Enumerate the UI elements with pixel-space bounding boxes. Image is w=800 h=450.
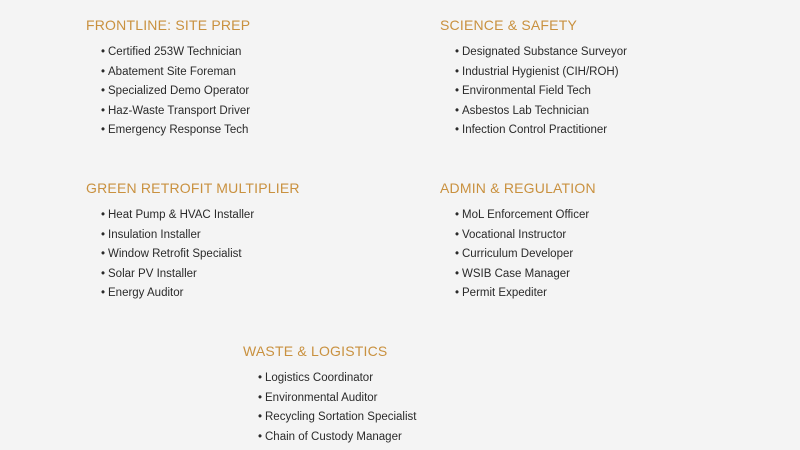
item-label: MoL Enforcement Officer	[462, 209, 590, 221]
section-title: FRONTLINE: SITE PREP	[86, 17, 251, 33]
item-label: Window Retrofit Specialist	[108, 248, 242, 261]
bullet-icon: •	[455, 46, 460, 58]
item-label: Curriculum Developer	[462, 248, 574, 261]
bullet-icon: •	[455, 104, 460, 117]
bullet-icon: •	[101, 209, 106, 221]
bullet-icon: •	[455, 228, 460, 241]
item-list	[440, 43, 780, 141]
item-label: Emergency Response Tech	[108, 124, 249, 137]
item-label: Abatement Site Foreman	[108, 65, 236, 78]
list-item	[455, 102, 780, 122]
item-label: Chain of Custody Manager	[265, 430, 402, 443]
bullet-icon: •	[101, 104, 106, 117]
list-item	[455, 82, 780, 102]
bullet-icon: •	[101, 46, 106, 58]
item-label: Designated Substance Surveyor	[462, 46, 627, 58]
list-item	[258, 408, 583, 428]
item-label: Infection Control Practitioner	[462, 124, 608, 137]
item-label: Environmental Field Tech	[462, 85, 591, 98]
item-label: Logistics Coordinator	[265, 372, 374, 384]
section-title: GREEN RETROFIT MULTIPLIER	[86, 180, 300, 196]
section-admin-regulation	[440, 179, 780, 304]
list-item	[258, 389, 583, 409]
bullet-icon: •	[101, 85, 106, 98]
list-item	[455, 284, 780, 304]
list-item	[455, 43, 780, 63]
item-label: Certified 253W Technician	[108, 46, 242, 58]
list-item	[101, 206, 426, 226]
item-label: Solar PV Installer	[108, 267, 197, 280]
list-item	[455, 206, 780, 226]
list-item	[455, 265, 780, 285]
bullet-icon: •	[455, 65, 460, 78]
item-label: Insulation Installer	[108, 228, 201, 241]
item-list	[243, 369, 583, 447]
section-title: SCIENCE & SAFETY	[440, 17, 578, 33]
item-list	[86, 43, 426, 141]
bullet-icon: •	[455, 209, 460, 221]
bullet-icon: •	[101, 65, 106, 78]
bullet-icon: •	[101, 248, 106, 261]
item-label: Recycling Sortation Specialist	[265, 411, 417, 424]
item-label: Energy Auditor	[108, 287, 184, 300]
list-item	[101, 284, 426, 304]
bullet-icon: •	[455, 267, 460, 280]
bullet-icon: •	[101, 124, 106, 137]
list-item	[258, 428, 583, 448]
item-label: WSIB Case Manager	[462, 267, 571, 280]
section-green-retrofit-multiplier	[86, 179, 426, 304]
list-item	[101, 102, 426, 122]
bullet-icon: •	[455, 287, 460, 300]
item-label: Permit Expediter	[462, 287, 548, 300]
item-label: Vocational Instructor	[462, 228, 567, 241]
bullet-icon: •	[101, 287, 106, 300]
bullet-icon: •	[258, 430, 263, 443]
item-label: Haz-Waste Transport Driver	[108, 104, 251, 117]
list-item	[455, 226, 780, 246]
section-frontline-site-prep	[86, 16, 426, 141]
item-label: Environmental Auditor	[265, 391, 378, 404]
section-title: WASTE & LOGISTICS	[243, 343, 388, 359]
section-title: ADMIN & REGULATION	[440, 180, 596, 196]
list-item	[101, 63, 426, 83]
list-item	[101, 43, 426, 63]
list-item	[101, 226, 426, 246]
list-item	[455, 63, 780, 83]
list-item	[101, 121, 426, 141]
section-science-safety	[440, 16, 780, 141]
bullet-icon: •	[258, 372, 263, 384]
list-item	[455, 121, 780, 141]
item-list	[440, 206, 780, 304]
item-label: Industrial Hygienist (CIH/ROH)	[462, 65, 619, 78]
bullet-icon: •	[101, 267, 106, 280]
section-waste-logistics	[243, 342, 583, 447]
bullet-icon: •	[258, 391, 263, 404]
item-label: Heat Pump & HVAC Installer	[108, 209, 255, 221]
list-item	[258, 369, 583, 389]
bullet-icon: •	[455, 248, 460, 261]
bullet-icon: •	[455, 85, 460, 98]
bullet-icon: •	[455, 124, 460, 137]
item-list	[86, 206, 426, 304]
item-label: Asbestos Lab Technician	[462, 104, 590, 117]
item-label: Specialized Demo Operator	[108, 85, 250, 98]
list-item	[455, 245, 780, 265]
bullet-icon: •	[258, 411, 263, 424]
bullet-icon: •	[101, 228, 106, 241]
list-item	[101, 265, 426, 285]
list-item	[101, 245, 426, 265]
list-item	[101, 82, 426, 102]
